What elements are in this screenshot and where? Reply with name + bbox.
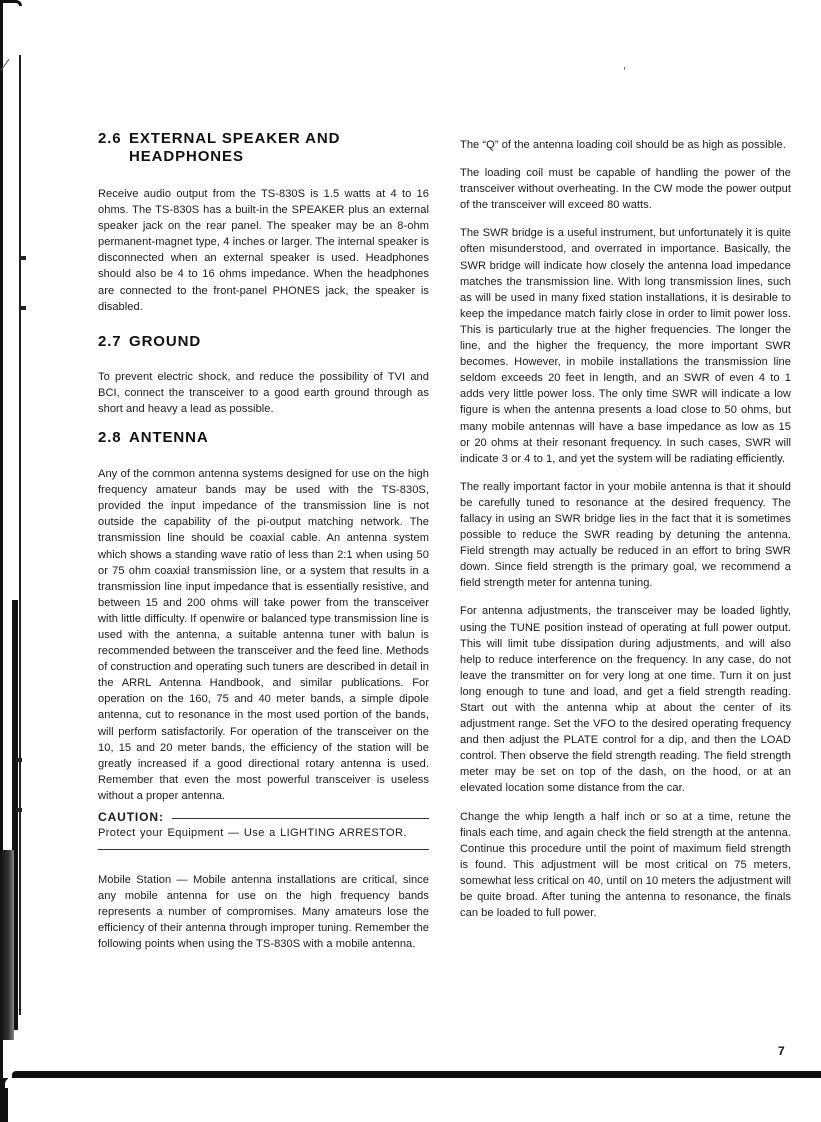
scan-edge-top-curve bbox=[0, 0, 22, 6]
section-number: 2.6 bbox=[98, 130, 122, 147]
right-column bbox=[460, 130, 791, 921]
paragraph-loading-coil-power: The loading coil must be capable of handling the power of the transceiver without overheating. In the CW mode the power output of the transceiver will exceed 80 watts. bbox=[460, 167, 791, 212]
caution-divider bbox=[172, 818, 429, 819]
scan-tick-mark bbox=[16, 808, 22, 812]
section-heading-2-8 bbox=[98, 429, 429, 447]
scan-bottom-edge-band bbox=[12, 1071, 821, 1078]
paragraph-antenna-adjustments: For antenna adjustments, the transceiver may be loaded lightly, using the TUNE position instead of operating at full power output. This will limit tube dissipation during adjustments, and will also help to reduce interference on the frequency. In any case, do not leave the transmitter on for very long at one time. Turn it on just long enough to tune and load, and get a field strength reading. Start out with the antenna whip at about the center of its adjustment range. Set the VFO to the desired operating frequency and then adjust the PLATE control for a dip, and then the LOAD control. Then observe the field strength reading. The field strength meter may be set on top of the dash, on the hood, or at an elevated location some distance from the car. bbox=[460, 605, 791, 795]
caution-bottom-rule bbox=[98, 849, 429, 850]
caution-text: Protect your Equipment — Use a LIGHTING ARRESTOR. bbox=[98, 827, 407, 839]
scan-binding-line bbox=[19, 55, 21, 1015]
section-title-line: HEADPHONES bbox=[129, 148, 244, 165]
paragraph-whip-length: Change the whip length a half inch or so at a time, retune the finals each time, and again check the field strength at the antenna. Continue this procedure until the point of maximum field strength is found. This adjustment will be most critical on 75 meters, somewhat less critical on 40, until on 10 meters the adjustment will be quite broad. After tuning the antenna to resonance, the finals can be loaded to full power. bbox=[460, 810, 791, 920]
section-title-line: EXTERNAL SPEAKER AND bbox=[129, 130, 341, 147]
scan-bottom-corner bbox=[5, 1078, 15, 1088]
left-column bbox=[98, 130, 429, 952]
paragraph-loading-coil-q: The “Q” of the antenna loading coil should be as high as possible. bbox=[460, 139, 786, 151]
scan-tick-mark bbox=[20, 256, 26, 260]
caution-box bbox=[98, 809, 429, 850]
section-heading-2-7 bbox=[98, 333, 429, 351]
section-heading-2-6 bbox=[98, 130, 429, 166]
caution-label: CAUTION: bbox=[98, 810, 164, 824]
paragraph-external-speaker: Receive audio output from the TS-830S is 1.5 watts at 4 to 16 ohms. The TS-830S has a built-in the SPEAKER plus an external speaker jack on the rear panel. The speaker may be an 8-ohm permanent-magnet type, 4 inches or larger. The internal speaker is disconnected when an external speaker is used. Headphones should also be 4 to 16 ohms impedance. When the headphones are connected to the front-panel PHONES jack, the speaker is disabled. bbox=[98, 188, 429, 313]
section-number: 2.8 bbox=[98, 429, 122, 447]
scan-dust-speck bbox=[624, 67, 625, 70]
paragraph-swr-bridge: The SWR bridge is a useful instrument, but unfortunately it is quite often misunderstood, and overrated in importance. Basically, the SWR bridge will indicate how closely the antenna load impedance matches the transmission line. With long transmission lines, such as will be used in many fixed station installations, it is desirable to keep the impedance match fairly close in order to limit power loss. This is particularly true at the higher frequencies. The longer the line, and the higher the frequency, the more important SWR becomes. However, in mobile installations the transmission line seldom exceeds 20 feet in length, and an SWR of even 4 to 1 adds very little power loss. The only time SWR will indicate a low figure is when the antenna presents a load close to 50 ohms, but many mobile antennas will have a base impedance as low as 15 or 20 ohms at their resonant frequency. In such cases, SWR will indicate 3 or 4 to 1, and yet the system will be radiating efficiently. bbox=[460, 227, 791, 465]
paragraph-ground: To prevent electric shock, and reduce the possibility of TVI and BCI, connect the transceiver to a good earth ground through as short and heavy a lead as possible. bbox=[98, 370, 429, 415]
page-number: 7 bbox=[778, 1044, 785, 1058]
paragraph-antenna: Any of the common antenna systems designed for use on the high frequency amateur bands may be used with the TS-830S, provided the input impedance of the transmission line is not outside the capability of the pi-output matching network. The transmission line should be coaxial cable. An antenna system which shows a standing wave ratio of less than 2:1 when using 50 or 75 ohm coaxial transmission line, or a system that results in a transmission line input impedance that is essentially resistive, and between 15 and 200 ohms will take power from the transceiver with little difficulty. If openwire or balanced type transmission line is used with the antenna, a suitable antenna tuner with balun is recommended between the transceiver and the feed line. Methods of construction and operating such tuners are described in detail in the ARRL Antenna Handbook, and similar publications. For operation on the 160, 75 and 40 meter bands, a simple dipole antenna, cut to resonance in the most used portion of the bands, will perform satisfactorily. For operation of the transceiver on the 10, 15 and 20 meter bands, the efficiency of the station will be greatly increased if a good directional rotary antenna is used. Remember that even the most powerful transceiver is useless without a proper antenna. bbox=[98, 468, 429, 802]
paragraph-tuning-resonance: The really important factor in your mobile antenna is that it should be carefully tuned to resonance at the desired frequency. The fallacy in using an SWR bridge lies in the fact that it is sometimes possible to reduce the SWR reading by detuning the antenna. Field strength may actually be reduced in an effort to bring SWR down. Since field strength is the primary goal, we recommend a field strength meter for antenna tuning. bbox=[460, 480, 791, 590]
scan-edge-shadow bbox=[0, 850, 14, 1040]
paragraph-mobile-station: Mobile Station — Mobile antenna installations are critical, since any mobile antenna for use on the high frequency bands represents a number of compromises. Many amateurs lose the efficiency of their antenna through improper tuning. Remember the following points when using the TS-830S with a mobile antenna. bbox=[98, 874, 429, 951]
scan-tick-mark bbox=[16, 758, 22, 762]
section-number: 2.7 bbox=[98, 332, 122, 350]
section-title: ANTENNA bbox=[129, 429, 209, 447]
section-title: GROUND bbox=[129, 332, 202, 350]
scan-tick-mark bbox=[20, 306, 26, 310]
